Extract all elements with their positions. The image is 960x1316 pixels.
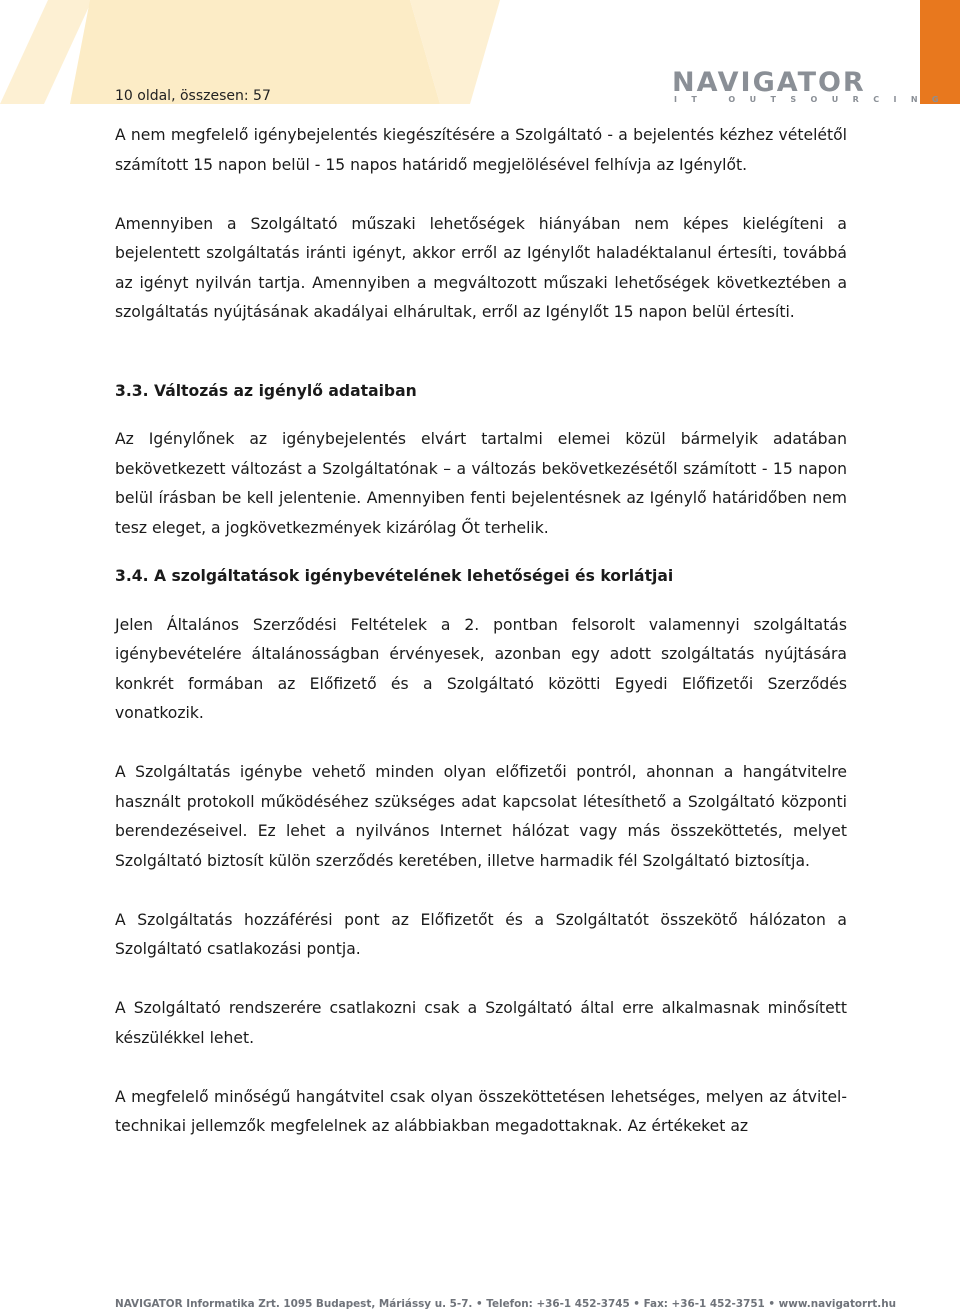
logo-tagline: IT OUTSOURCING bbox=[674, 95, 953, 104]
document-body bbox=[115, 121, 847, 1142]
paragraph-7: A Szolgáltató rendszerére csatlakozni csak a Szolgáltató által erre alkalmasnak minősített készülékkel lehet. bbox=[115, 999, 847, 1047]
paragraph-5: A Szolgáltatás igénybe vehető minden olyan előfizetői pontról, ahonnan a hangátvitelre használt protokoll működéséhez szükséges adat kapcsolat létesíthető a Szolgáltató központi berendezéseivel. Ez lehet a nyilvános Internet hálózat vagy más összeköttetés, melyet Szolgáltató biztosít külön szerződés keretében, illetve harmadik fél Szolgáltató biztosítja. bbox=[115, 763, 847, 870]
paragraph-8: A megfelelő minőségű hangátvitel csak olyan összeköttetésen lehetséges, melyen az átvitel-technikai jellemzők megfelelnek az alábbiakban megadottaknak. Az értékeket az bbox=[115, 1087, 847, 1135]
page-footer: NAVIGATOR Informatika Zrt. 1095 Budapest, Máriássy u. 5-7. • Telefon: +36-1 452-3745 • Fax: +36-1 452-3751 • www.navigatorrt.hu bbox=[115, 1298, 897, 1310]
paragraph-1: A nem megfelelő igénybejelentés kiegészítésére a Szolgáltató - a bejelentés kézhez vételétől számított 15 napon belül - 15 napos határidő megjelölésével felhívja az Igénylőt. bbox=[115, 126, 847, 174]
heading-3-4: 3.4. A szolgáltatások igénybevételének lehetőségei és korlátjai bbox=[115, 567, 674, 585]
navigator-logo bbox=[672, 67, 953, 106]
paragraph-6: A Szolgáltatás hozzáférési pont az Előfizetőt és a Szolgáltatót összekötő hálózaton a Szolgáltató csatlakozási pontja. bbox=[115, 910, 847, 958]
paragraph-3: Az Igénylőnek az igénybejelentés elvárt tartalmi elemei közül bármelyik adatában bekövetkezett változást a Szolgáltatónak – a változás bekövetkezésétől számított - 15 napon belül írásban be kell jelentenie. Amennyiben fenti bejelentésnek az Igénylő határidőben nem tesz eleget, a jogkövetkezmények kizárólag Őt terhelik. bbox=[115, 430, 847, 537]
page-number: 10 oldal, összesen: 57 bbox=[115, 88, 271, 104]
heading-3-3: 3.3. Változás az igénylő adataiban bbox=[115, 381, 417, 400]
logo-wordmark: NAVIGATOR bbox=[672, 67, 866, 98]
paragraph-4: Jelen Általános Szerződési Feltételek a 2. pontban felsorolt valamennyi szolgáltatás igénybevételére általánosságban érvényesek, azonban egy adott szolgáltatás nyújtására konkrét formában az Előfizető és a Szolgáltató közötti Egyedi Előfizetői Szerződés vonatkozik. bbox=[115, 615, 847, 722]
paragraph-2: Amennyiben a Szolgáltató műszaki lehetőségek hiányában nem képes kielégíteni a bejelentett szolgáltatás iránti igényt, akkor erről az Igénylőt haladéktalanul értesíti, továbbá az igényt nyilván tartja. Amennyiben a megváltozott műszaki lehetőségek következtében a szolgáltatás nyújtásának akadályai elhárultak, erről az Igénylőt 15 napon belül értesíti. bbox=[115, 214, 847, 321]
orange-corner-tab bbox=[920, 0, 960, 104]
